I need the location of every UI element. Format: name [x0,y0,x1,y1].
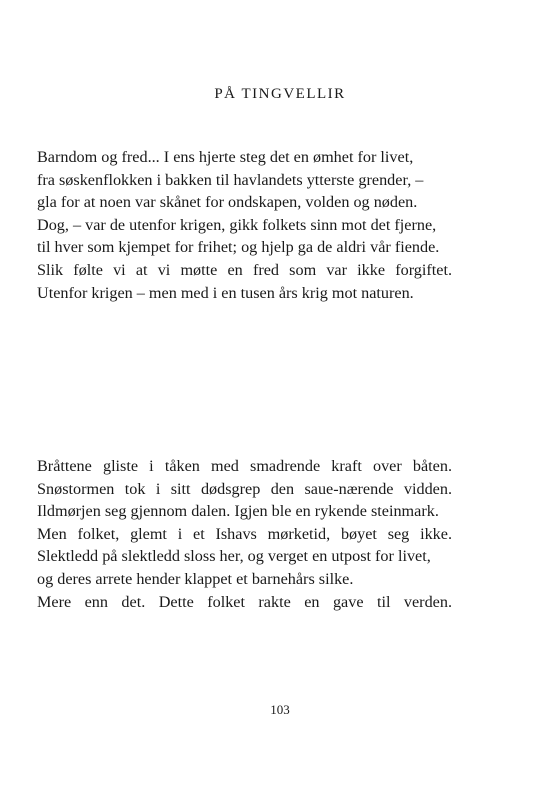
poem-line: Slektledd på slektledd sloss her, og verget en utpost for livet, [37,547,431,566]
poem-line: Slik følte vi at vi møtte en fred som var ikke forgiftet. [37,260,452,279]
poem-line: til hver som kjempet for frihet; og hjelp ga de aldri vår fiende. [37,238,440,257]
poem-line: Mere enn det. Dette folket rakte en gave til verden. [37,592,452,611]
page-number: 103 [270,702,290,717]
poem-line: fra søskenflokken i bakken til havlandets ytterste grender, – [37,170,424,189]
poem-line: Snøstormen tok i sitt dødsgrep den saue-nærende vidden. [37,479,452,498]
poem-line: Men folket, glemt i et Ishavs mørketid, bøyet seg ikke. [37,524,452,543]
poem-line: og deres arrete hender klappet et barnehårs silke. [37,569,354,588]
poem-line: Barndom og fred... I ens hjerte steg det en ømhet for livet, [37,148,414,166]
poem-line: Dog, – var de utenfor krigen, gikk folkets sinn mot det fjerne, [37,215,437,234]
poem-line: gla for at noen var skånet for ondskapen, volden og nøden. [37,193,418,212]
stanza-1 [37,146,452,304]
poem-title: PÅ TINGVELLIR [214,86,346,102]
poem-line: Ildmørjen seg gjennom dalen. Igjen ble en rykende steinmark. [37,502,439,521]
poem-line: Utenfor krigen – men med i en tusen års krig mot naturen. [37,283,414,302]
poem-line: Bråttene gliste i tåken med smadrende kraft over båten. [37,457,452,475]
stanza-2 [37,455,452,613]
